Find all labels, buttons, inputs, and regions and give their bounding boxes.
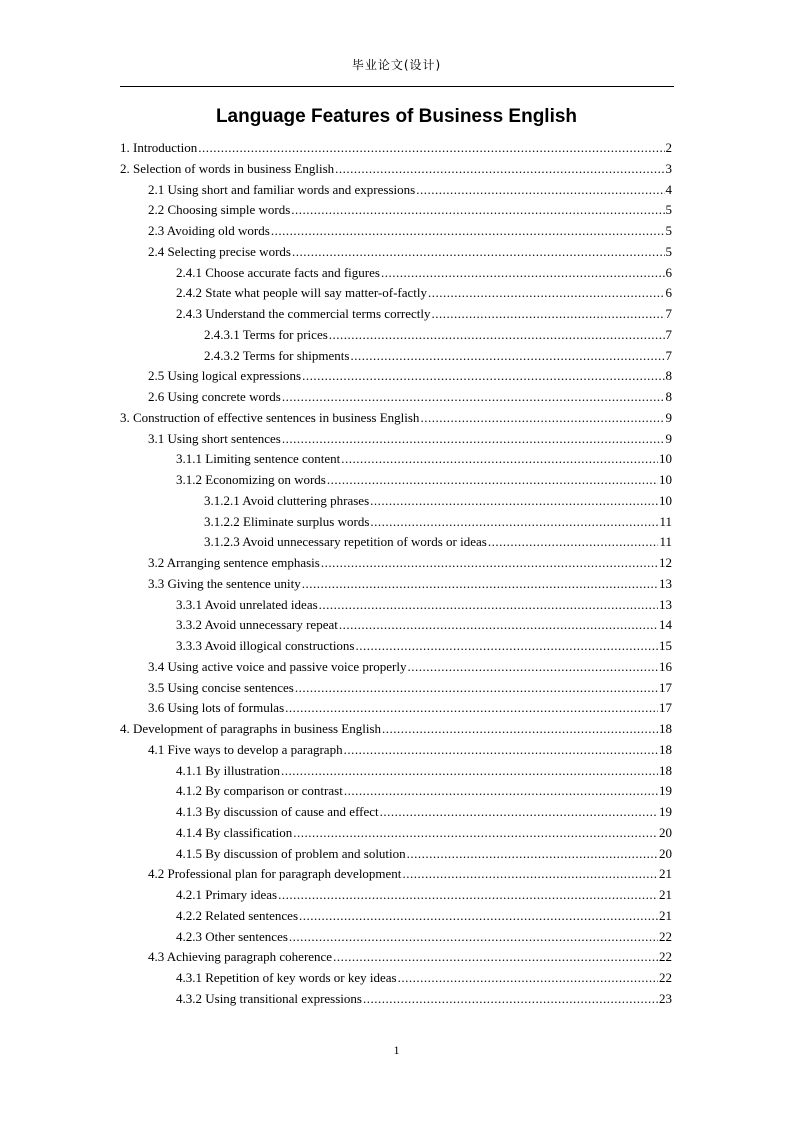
toc-entry-label: 2.4.1 Choose accurate facts and figures — [176, 264, 380, 280]
toc-dot-leader — [281, 761, 658, 782]
toc-entry-page: 4 — [665, 181, 672, 197]
toc-entry-page: 7 — [665, 326, 672, 342]
toc-entry-label: 4.1.1 By illustration — [176, 762, 280, 778]
toc-dot-leader — [416, 180, 664, 201]
toc-entry-label: 4. Development of paragraphs in business English — [120, 721, 382, 736]
toc-entry[interactable] — [120, 823, 672, 844]
toc-entry[interactable] — [120, 553, 672, 574]
toc-dot-leader — [380, 802, 658, 823]
toc-dot-leader — [407, 657, 658, 678]
toc-entry-page: 5 — [665, 243, 672, 259]
toc-entry-page: 6 — [665, 285, 672, 301]
toc-entry[interactable] — [120, 242, 672, 263]
toc-entry-page: 11 — [659, 534, 672, 550]
toc-entry-page: 11 — [659, 513, 672, 529]
toc-entry[interactable] — [120, 947, 672, 968]
toc-entry-page: 7 — [665, 347, 672, 363]
toc-dot-leader — [299, 906, 658, 927]
toc-entry-label: 3.1 Using short sentences — [148, 430, 281, 446]
toc-dot-leader — [291, 200, 664, 221]
toc-dot-leader — [407, 844, 658, 865]
toc-entry[interactable] — [120, 927, 672, 948]
toc-entry[interactable] — [120, 346, 672, 367]
toc-entry[interactable] — [120, 304, 672, 325]
toc-entry-page: 20 — [659, 845, 672, 861]
toc-dot-leader — [292, 242, 665, 263]
toc-entry-label: 4.2.1 Primary ideas — [176, 887, 278, 902]
toc-dot-leader — [319, 595, 658, 616]
toc-entry[interactable] — [120, 802, 672, 823]
toc-entry-page: 19 — [659, 783, 672, 799]
toc-entry-page: 8 — [665, 368, 672, 384]
toc-entry[interactable] — [120, 740, 672, 761]
toc-dot-leader — [327, 470, 658, 491]
toc-entry-label: 3.1.2.1 Avoid cluttering phrases — [204, 492, 370, 508]
toc-entry-label: 4.1 Five ways to develop a paragraph — [148, 741, 343, 757]
toc-dot-leader — [198, 138, 664, 159]
toc-dot-leader — [432, 304, 665, 325]
toc-dot-leader — [370, 512, 658, 533]
toc-entry-page: 9 — [665, 430, 672, 446]
toc-entry-label: 3.5 Using concise sentences — [148, 679, 294, 695]
toc-entry-label: 2.4.2 State what people will say matter-of-factly — [176, 285, 427, 301]
toc-entry-label: 3.1.2 Economizing on words — [176, 472, 326, 487]
toc-entry[interactable] — [120, 615, 672, 636]
toc-dot-leader — [344, 781, 658, 802]
toc-entry-page: 5 — [665, 223, 672, 238]
toc-dot-leader — [282, 387, 665, 408]
toc-entry-label: 3.2 Arranging sentence emphasis — [148, 555, 320, 570]
toc-entry[interactable] — [120, 387, 672, 408]
toc-entry[interactable] — [120, 325, 672, 346]
toc-dot-leader — [302, 574, 658, 595]
toc-dot-leader — [333, 947, 658, 968]
toc-entry-label: 3.1.1 Limiting sentence content — [176, 451, 341, 467]
toc-entry-label: 2.2 Choosing simple words — [148, 202, 291, 218]
toc-entry[interactable] — [120, 636, 672, 657]
toc-entry-label: 4.1.3 By discussion of cause and effect — [176, 804, 379, 819]
toc-entry-page: 21 — [659, 887, 672, 902]
toc-entry-page: 12 — [659, 555, 672, 570]
toc-dot-leader — [381, 263, 665, 284]
toc-entry-label: 2.1 Using short and familiar words and expressions — [148, 181, 416, 197]
toc-entry[interactable] — [120, 180, 672, 201]
toc-entry[interactable] — [120, 408, 672, 429]
toc-entry-page: 13 — [659, 596, 672, 612]
toc-dot-leader — [335, 159, 664, 180]
toc-entry[interactable] — [120, 906, 672, 927]
toc-entry-page: 15 — [659, 638, 672, 653]
toc-entry-page: 10 — [659, 451, 672, 467]
toc-entry-label: 4.3.2 Using transitional expressions — [176, 990, 362, 1006]
toc-entry-label: 3.1.2.2 Eliminate surplus words — [204, 513, 370, 529]
toc-entry-page: 3 — [665, 160, 672, 176]
toc-entry[interactable] — [120, 781, 672, 802]
toc-dot-leader — [363, 989, 658, 1010]
toc-entry-page: 18 — [659, 741, 672, 757]
toc-entry-page: 22 — [659, 970, 672, 985]
page-number: 1 — [393, 1043, 400, 1057]
toc-entry-label: 2. Selection of words in business English — [120, 160, 335, 176]
toc-entry-label: 4.2.3 Other sentences — [176, 928, 288, 944]
toc-dot-leader — [382, 719, 658, 740]
toc-entry-label: 4.2.2 Related sentences — [176, 907, 299, 923]
toc-entry[interactable] — [120, 491, 672, 512]
toc-dot-leader — [285, 698, 658, 719]
toc-entry[interactable] — [120, 512, 672, 533]
toc-dot-leader — [271, 221, 665, 242]
table-of-contents — [120, 138, 672, 1010]
toc-dot-leader — [289, 927, 658, 948]
document-title: Language Features of Business English — [215, 106, 578, 127]
toc-entry[interactable] — [120, 761, 672, 782]
toc-entry-label: 3.3.2 Avoid unnecessary repeat — [176, 617, 338, 633]
toc-entry-label: 4.3 Achieving paragraph coherence — [148, 949, 333, 965]
toc-dot-leader — [356, 636, 659, 657]
toc-entry[interactable] — [120, 657, 672, 678]
toc-entry-page: 23 — [659, 990, 672, 1006]
toc-entry-page: 8 — [665, 389, 672, 404]
toc-entry-label: 2.4.3.1 Terms for prices — [204, 326, 328, 342]
toc-dot-leader — [341, 449, 658, 470]
toc-dot-leader — [293, 823, 658, 844]
toc-dot-leader — [282, 429, 665, 450]
toc-dot-leader — [420, 408, 664, 429]
toc-entry-label: 4.1.4 By classification — [176, 824, 293, 840]
toc-dot-leader — [339, 615, 658, 636]
toc-entry-page: 18 — [659, 721, 672, 736]
toc-entry[interactable] — [120, 968, 672, 989]
toc-entry-page: 13 — [659, 575, 672, 591]
toc-entry-page: 19 — [659, 804, 672, 819]
toc-dot-leader — [370, 491, 658, 512]
toc-entry-label: 4.1.5 By discussion of problem and solution — [176, 845, 406, 861]
toc-entry-label: 1. Introduction — [120, 140, 198, 155]
toc-entry-page: 17 — [659, 679, 672, 695]
toc-entry-label: 2.6 Using concrete words — [148, 389, 281, 404]
toc-entry[interactable] — [120, 470, 672, 491]
toc-entry-page: 20 — [659, 824, 672, 840]
toc-entry[interactable] — [120, 366, 672, 387]
toc-entry-label: 2.4 Selecting precise words — [148, 243, 291, 259]
toc-entry-label: 4.2 Professional plan for paragraph development — [148, 866, 402, 882]
toc-dot-leader — [329, 325, 665, 346]
toc-entry-page: 17 — [659, 700, 672, 716]
toc-entry[interactable] — [120, 200, 672, 221]
toc-dot-leader — [402, 864, 658, 885]
toc-dot-leader — [428, 283, 665, 304]
toc-entry[interactable] — [120, 429, 672, 450]
toc-entry[interactable] — [120, 678, 672, 699]
toc-entry[interactable] — [120, 283, 672, 304]
toc-entry[interactable] — [120, 449, 672, 470]
toc-entry[interactable] — [120, 263, 672, 284]
toc-entry-label: 3.3.1 Avoid unrelated ideas — [176, 596, 318, 612]
toc-entry[interactable] — [120, 221, 672, 242]
header-rule — [120, 86, 674, 87]
toc-entry[interactable] — [120, 989, 672, 1010]
toc-entry[interactable] — [120, 595, 672, 616]
toc-entry[interactable] — [120, 719, 672, 740]
toc-entry-page: 22 — [659, 928, 672, 944]
toc-dot-leader — [278, 885, 658, 906]
toc-entry-page: 6 — [665, 264, 672, 280]
toc-entry-page: 14 — [659, 617, 672, 633]
toc-entry-label: 3.4 Using active voice and passive voice properly — [148, 658, 407, 674]
toc-dot-leader — [295, 678, 658, 699]
toc-entry[interactable] — [120, 532, 672, 553]
toc-entry-label: 3.3.3 Avoid illogical constructions — [176, 638, 355, 653]
toc-entry[interactable] — [120, 159, 672, 180]
toc-entry-page: 9 — [665, 409, 672, 425]
toc-entry-label: 3.6 Using lots of formulas — [148, 700, 285, 716]
toc-entry-page: 10 — [659, 492, 672, 508]
toc-entry[interactable] — [120, 864, 672, 885]
toc-entry-label: 2.5 Using logical expressions — [148, 368, 302, 384]
toc-entry-label: 2.3 Avoiding old words — [148, 223, 270, 238]
toc-entry-label: 3.3 Giving the sentence unity — [148, 575, 301, 591]
toc-dot-leader — [321, 553, 658, 574]
toc-entry-label: 4.3.1 Repetition of key words or key ideas — [176, 970, 397, 985]
toc-entry-label: 2.4.3 Understand the commercial terms correctly — [176, 306, 431, 321]
toc-entry-page: 21 — [659, 866, 672, 882]
toc-entry-page: 22 — [659, 949, 672, 965]
toc-entry-label: 4.1.2 By comparison or contrast — [176, 783, 343, 799]
toc-entry[interactable] — [120, 698, 672, 719]
toc-entry-label: 2.4.3.2 Terms for shipments — [204, 347, 350, 363]
toc-entry-page: 18 — [659, 762, 672, 778]
toc-entry-page: 16 — [659, 658, 672, 674]
toc-entry[interactable] — [120, 885, 672, 906]
toc-dot-leader — [398, 968, 658, 989]
toc-entry[interactable] — [120, 574, 672, 595]
toc-entry-label: 3. Construction of effective sentences in business English — [120, 409, 420, 425]
toc-dot-leader — [350, 346, 664, 367]
toc-entry[interactable] — [120, 844, 672, 865]
toc-entry-page: 5 — [665, 202, 672, 218]
toc-entry-page: 7 — [665, 306, 672, 321]
toc-dot-leader — [488, 532, 659, 553]
toc-entry[interactable] — [120, 138, 672, 159]
toc-entry-page: 10 — [659, 472, 672, 487]
toc-entry-label: 3.1.2.3 Avoid unnecessary repetition of words or ideas — [204, 534, 487, 550]
toc-dot-leader — [302, 366, 664, 387]
toc-dot-leader — [344, 740, 658, 761]
toc-entry-page: 2 — [665, 140, 672, 155]
toc-entry-page: 21 — [659, 907, 672, 923]
running-header: 毕业论文(设计) — [351, 58, 442, 72]
